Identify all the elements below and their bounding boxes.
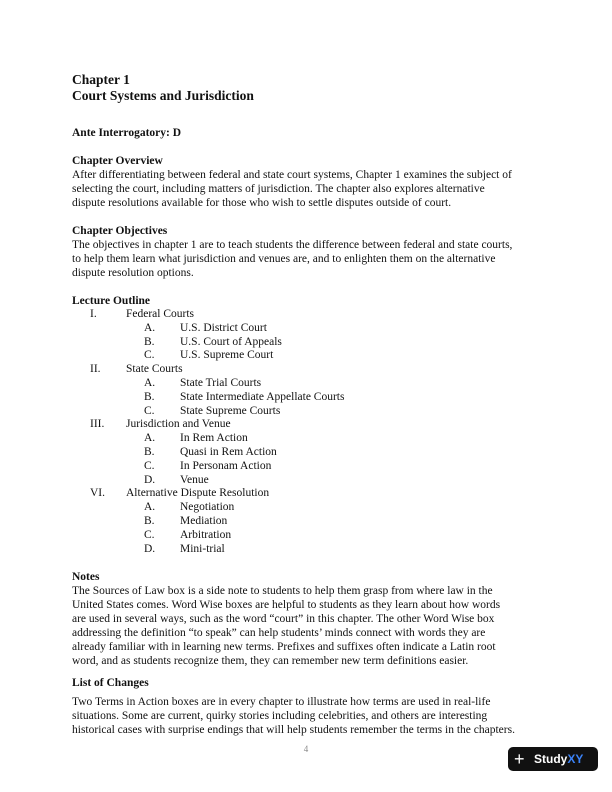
item-letter: B. — [144, 514, 155, 527]
item-label: In Rem Action — [180, 432, 248, 445]
outline-item — [72, 391, 542, 405]
outline-section — [72, 487, 542, 501]
outline-item — [72, 336, 542, 350]
outline-heading: Lecture Outline — [72, 295, 151, 307]
studyxy-badge[interactable] — [508, 747, 598, 771]
notes-heading: Notes — [72, 571, 100, 584]
overview-body — [72, 168, 542, 210]
section-label: State Courts — [126, 363, 183, 376]
changes-body — [72, 695, 542, 737]
outline-item — [72, 529, 542, 543]
outline-item — [72, 460, 542, 474]
section-label: Jurisdiction and Venue — [126, 418, 231, 431]
item-label: U.S. Court of Appeals — [180, 335, 282, 348]
item-label: U.S. District Court — [180, 321, 267, 334]
chapter-number: Chapter 1 — [72, 72, 130, 87]
item-label: Quasi in Rem Action — [180, 445, 277, 458]
item-letter: A. — [144, 501, 156, 514]
brand-text: Study — [534, 752, 568, 766]
item-label: In Personam Action — [180, 459, 272, 472]
item-letter: A. — [144, 376, 156, 389]
section-number: I. — [90, 308, 97, 320]
page-number: 4 — [303, 744, 309, 754]
outline-item — [72, 515, 542, 529]
notes-line: addressing the definition “to speak” can help students’ minds connect with words they are — [72, 627, 486, 640]
overview-line: After differentiating between federal and state court systems, Chapter 1 examines the subject of — [72, 169, 512, 181]
section-label: Federal Courts — [126, 308, 195, 320]
notes-line: The Sources of Law box is a side note to students to help them grasp from where law in the — [72, 585, 493, 598]
item-letter: A. — [144, 432, 156, 445]
outline-section — [72, 363, 542, 377]
outline-item — [72, 405, 542, 419]
outline-section — [72, 418, 542, 432]
item-label: U.S. Supreme Court — [180, 349, 274, 362]
item-letter: D. — [144, 542, 156, 555]
notes-line: are used in several ways, such as the word “court” in this chapter. The other Word Wise box — [72, 613, 495, 626]
item-label: Mediation — [180, 514, 228, 527]
notes-line: already familiar with in learning new terms. Prefixes and suffixes often indicate a Latin root — [72, 641, 496, 654]
objectives-line: dispute resolution options. — [72, 267, 194, 279]
item-letter: C. — [144, 528, 155, 541]
changes-heading: List of Changes — [72, 677, 149, 690]
overview-line: selecting the court, including matters of jurisdiction. The chapter also explores alternative — [72, 183, 485, 195]
document-page — [72, 72, 542, 737]
outline-item — [72, 446, 542, 460]
outline-item — [72, 349, 542, 363]
item-label: Negotiation — [180, 501, 235, 514]
outline-item — [72, 377, 542, 391]
lecture-outline — [72, 308, 542, 556]
item-label: State Supreme Courts — [180, 404, 281, 417]
outline-item — [72, 501, 542, 515]
item-letter: C. — [144, 404, 155, 417]
section-number: III. — [90, 418, 105, 431]
item-letter: B. — [144, 445, 155, 458]
plus-icon: + — [514, 749, 525, 769]
item-label: Venue — [180, 473, 209, 486]
ante-interrogatory: Ante Interrogatory: D — [72, 127, 182, 139]
outline-item — [72, 322, 542, 336]
brand-name — [534, 747, 583, 771]
section-label: Alternative Dispute Resolution — [126, 487, 270, 500]
outline-item — [72, 432, 542, 446]
brand-accent: XY — [567, 752, 584, 766]
objectives-line: The objectives in chapter 1 are to teach students the difference between federal and state courts, — [72, 239, 513, 251]
overview-heading: Chapter Overview — [72, 155, 163, 167]
notes-line: United States comes. Word Wise boxes are helpful to students as they learn about how words — [72, 599, 501, 612]
outline-item — [72, 543, 542, 557]
section-number: II. — [90, 363, 101, 376]
item-label: Arbitration — [180, 528, 232, 541]
notes-line: word, and as students recognize them, they can remember new term definitions easier. — [72, 655, 469, 668]
changes-line: Two Terms in Action boxes are in every chapter to illustrate how terms are used in real-life — [72, 696, 491, 709]
item-label: State Intermediate Appellate Courts — [180, 390, 345, 403]
objectives-line: to help them learn what jurisdiction and venues are, and to enlighten them on the alternative — [72, 253, 496, 265]
item-letter: C. — [144, 349, 155, 362]
item-label: State Trial Courts — [180, 376, 262, 389]
overview-line: dispute resolutions available for those who wish to settle disputes outside of court. — [72, 197, 452, 209]
outline-section — [72, 308, 542, 322]
item-letter: B. — [144, 335, 155, 348]
item-label: Mini-trial — [180, 542, 225, 555]
item-letter: B. — [144, 390, 155, 403]
item-letter: D. — [144, 473, 156, 486]
objectives-body — [72, 238, 542, 280]
item-letter: A. — [144, 321, 156, 334]
notes-body — [72, 584, 542, 668]
chapter-title: Court Systems and Jurisdiction — [72, 88, 254, 103]
objectives-heading: Chapter Objectives — [72, 225, 168, 237]
outline-item — [72, 474, 542, 488]
item-letter: C. — [144, 459, 155, 472]
changes-line: situations. Some are current, quirky stories including celebrities, and others are interesting — [72, 710, 488, 723]
section-number: VI. — [90, 487, 106, 500]
changes-line: historical cases with surprise endings that will help students remember the terms in the chapters. — [72, 724, 515, 737]
